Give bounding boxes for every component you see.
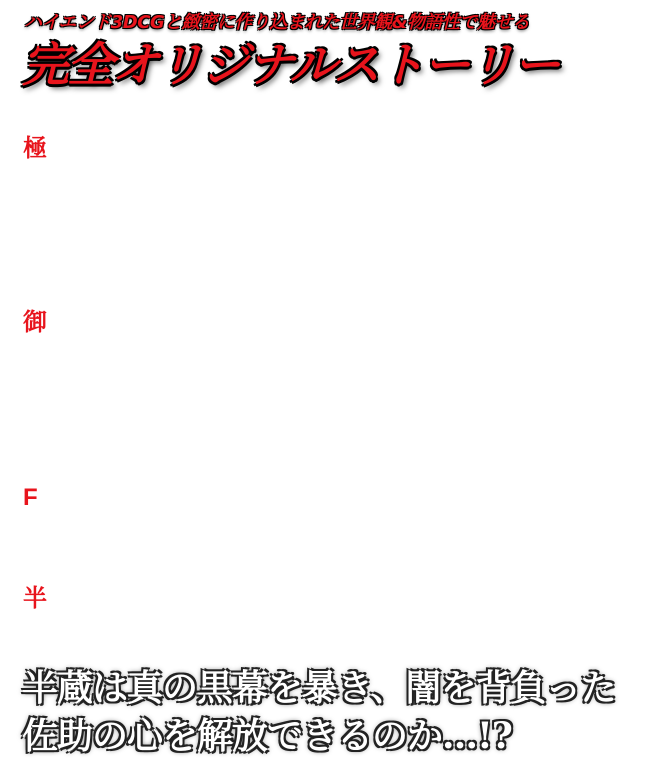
main-title: 完全オリジナルストーリー <box>22 38 559 93</box>
story-lead-text <box>22 664 647 760</box>
story-lead-line-1: 半蔵は真の黒幕を暴き、闇を背負った <box>22 667 616 709</box>
story-lead-line-2: 佐助の心を解放できるのか…!? <box>22 715 512 757</box>
section-marker-kiwami: 極 <box>23 134 47 162</box>
section-marker-f: F <box>23 484 38 511</box>
subtitle-tagline: ハイエンド3DCGと緻密に作り込まれた世界観&物語性で魅せる <box>24 12 530 33</box>
section-marker-han: 半 <box>23 584 47 612</box>
section-marker-gyo: 御 <box>23 308 47 336</box>
